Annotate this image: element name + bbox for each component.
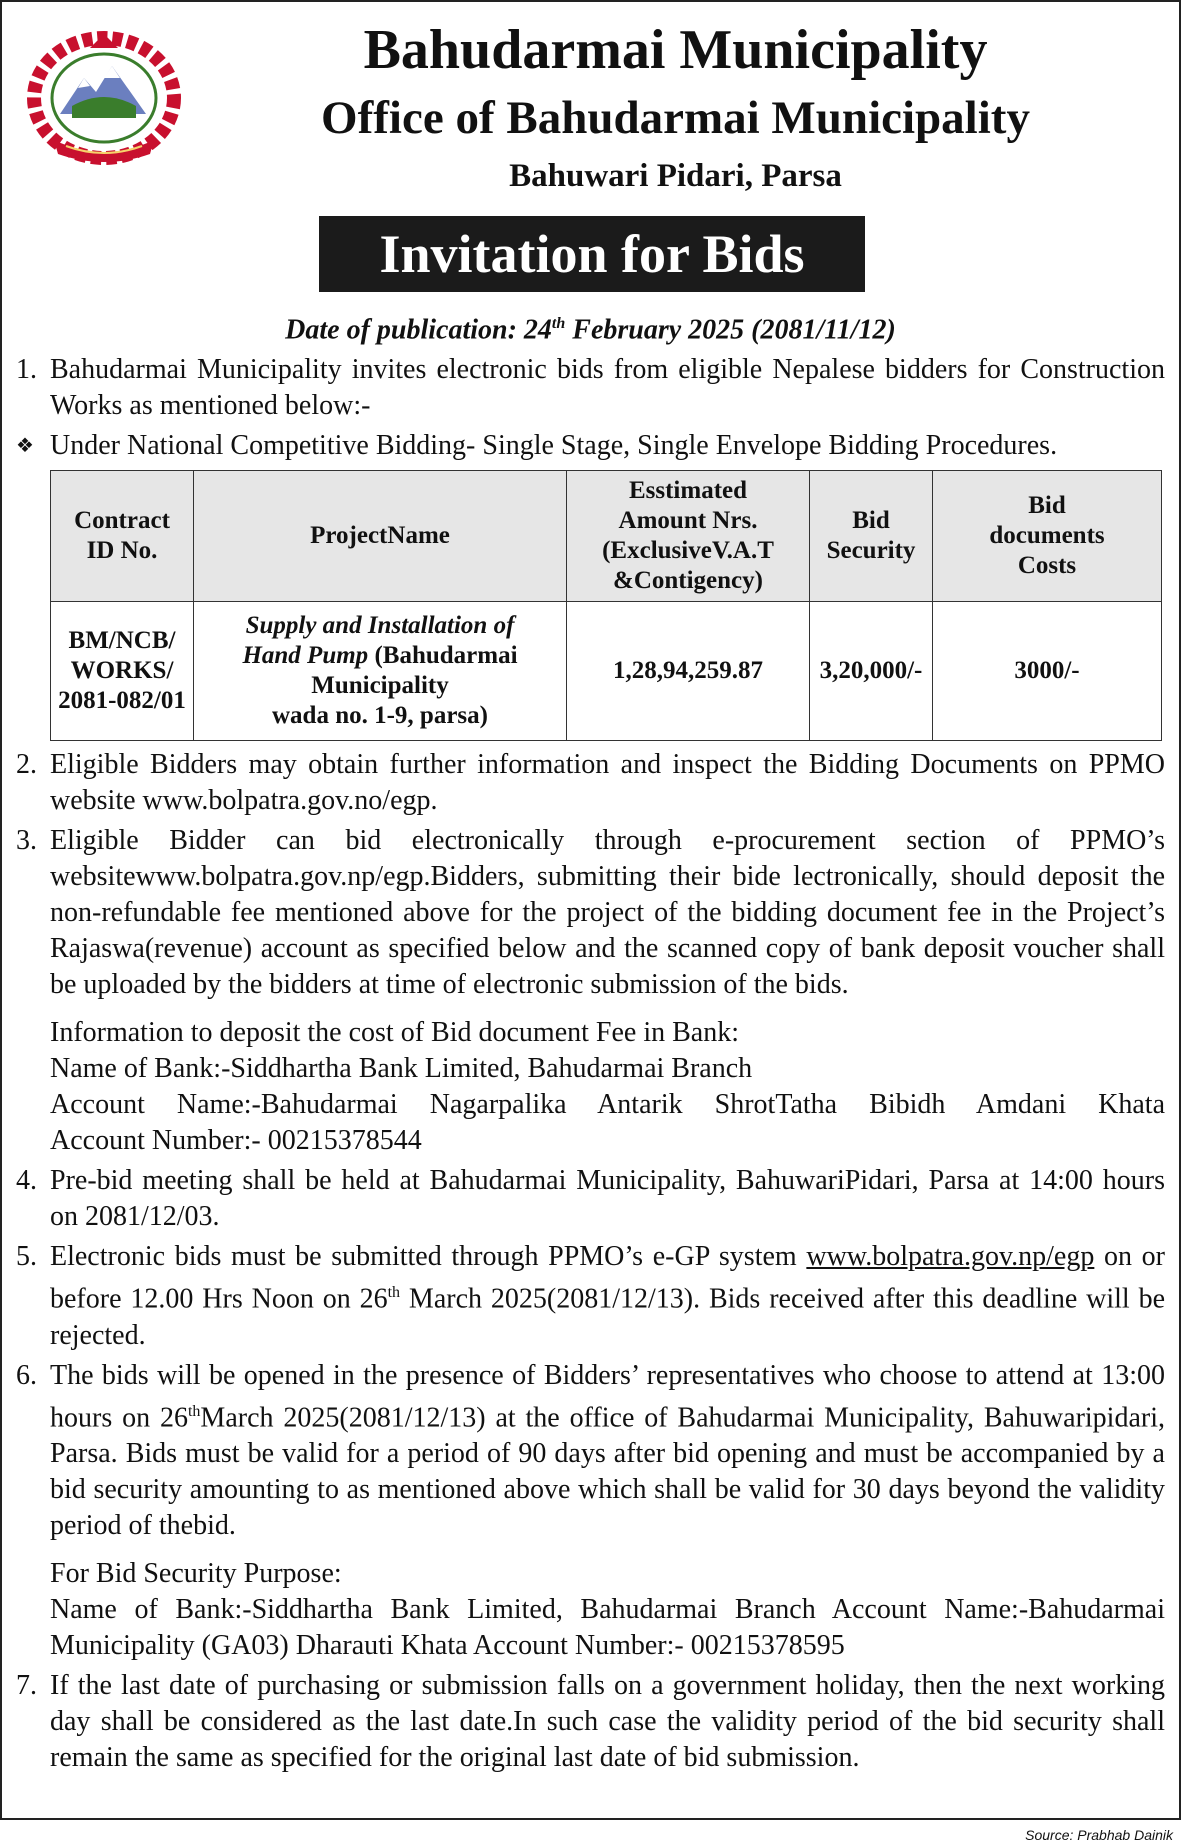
deposit-info: [16, 1015, 1165, 1159]
cell-project-name: Supply and Installation of Hand Pump (Bahudarmai Municipality wada no. 1-9, parsa): [194, 602, 567, 741]
publication-date: [2, 306, 1179, 348]
clause-2: [16, 747, 1165, 819]
security-line: For Bid Security Purpose:: [50, 1557, 342, 1589]
clause-number: 7.: [16, 1669, 37, 1701]
cell-bid-documents-cost: 3000/-: [933, 602, 1162, 741]
notice-body: [2, 352, 1179, 1776]
notice-header: [2, 2, 1179, 306]
deposit-line: Account Name:-Bahudarmai Nagarpalika Antarik ShrotTatha Bibidh Amdani Khata: [50, 1089, 1165, 1121]
clause-3: [16, 823, 1165, 1003]
clause-text: Pre-bid meeting shall be held at Bahudarmai Municipality, BahuwariPidari, Parsa at 14:00 hours on 2081/12/03.: [50, 1165, 1165, 1233]
pubdate-prefix: Date of publication: 24: [285, 314, 552, 346]
header-project-name: ProjectName: [194, 471, 567, 602]
bid-table: [50, 470, 1162, 741]
header-bid-documents-cost: Bid documents Costs: [933, 471, 1162, 602]
clause-6: [16, 1358, 1165, 1544]
header-estimated-amount: Esstimated Amount Nrs. (ExclusiveV.A.T &Contigency): [567, 471, 810, 602]
diamond-bullet-icon: ❖: [16, 435, 34, 458]
clause-number: 1.: [16, 354, 37, 386]
clause-number: 4.: [16, 1165, 37, 1197]
bid-security-info: [16, 1556, 1165, 1664]
table-header-row: [51, 471, 1162, 602]
clause-7: [16, 1668, 1165, 1776]
municipality-title: Bahudarmai Municipality: [363, 19, 988, 81]
clause-text: Eligible Bidders may obtain further information and inspect the Bidding Documents on PPMO website www.bolpatra.gov.no/egp.: [50, 749, 1165, 817]
clause-text: If the last date of purchasing or submission falls on a government holiday, then the next working day shall be considered as the last date.In such case the validity period of the bid security shall remain the same as specified for the original last date of bid submission.: [50, 1669, 1165, 1773]
security-line: Name of Bank:-Siddhartha Bank Limited, Bahudarmai Branch Account Name:-Bahudarmai Municipality (GA03) Dharauti Khata Account Number:- 00215378595: [50, 1593, 1165, 1661]
cell-contract-id: BM/NCB/ WORKS/ 2081-082/01: [51, 602, 194, 741]
deposit-line: Account Number:- 00215378544: [50, 1125, 422, 1157]
cell-bid-security: 3,20,000/-: [810, 602, 933, 741]
bullet-text: Under National Competitive Bidding- Single Stage, Single Envelope Bidding Procedures.: [50, 430, 1058, 462]
notice-title-box: Invitation for Bids: [319, 216, 865, 292]
clause-number: 5.: [16, 1241, 37, 1273]
deposit-line: Name of Bank:-Siddhartha Bank Limited, Bahudarmai Branch: [50, 1053, 753, 1085]
pubdate-sup: th: [551, 315, 566, 332]
header-contract-id: Contract ID No.: [51, 471, 194, 602]
deposit-line: Information to deposit the cost of Bid document Fee in Bank:: [50, 1017, 739, 1049]
clause-text: Eligible Bidder can bid electronically through e-procurement section of PPMO’s websitewww.bolpatra.gov.np/egp.Bidders, submitting their bide lectronically, should deposit the non-refundable fee mentioned above for the project of the bidding document fee in the Project’s Rajaswa(revenue) account as specified below and the scanned copy of bank deposit voucher shall be uploaded by the bidders at time of electronic submission of the bids.: [50, 825, 1165, 1001]
bidding-procedure-bullet: [16, 428, 1165, 464]
clause-text: The bids will be opened in the presence of Bidders’ representatives who choose to attend at 13:00 hours on 26thMarch 2025(2081/12/13) at the office of Bahudarmai Municipality, Bahuwaripidari, Parsa. Bids must be valid for a period of 90 days after bid opening and must be accompanied by a bid security amounting to as mentioned above which shall be valid for 30 days beyond the validity period of thebid.: [50, 1359, 1165, 1541]
clause-5: [16, 1239, 1165, 1353]
cell-estimated-amount: 1,28,94,259.87: [567, 602, 810, 741]
clause-number: 2.: [16, 749, 37, 781]
clause-number: 6.: [16, 1359, 37, 1391]
egp-link[interactable]: www.bolpatra.gov.np/egp: [806, 1241, 1095, 1273]
clause-1: [16, 352, 1165, 424]
clause-4: [16, 1163, 1165, 1235]
office-title: Office of Bahudarmai Municipality: [321, 92, 1030, 144]
table-row: [51, 602, 1162, 741]
address-title: Bahuwari Pidari, Parsa: [509, 158, 842, 194]
clause-number: 3.: [16, 825, 37, 857]
clause-text: Electronic bids must be submitted through PPMO’s e-GP system www.bolpatra.gov.np/egp on or before 12.00 Hrs Noon on 26th March 2025(2081/12/13). Bids received after this deadline will be rejected.: [50, 1241, 1166, 1351]
header-bid-security: Bid Security: [810, 471, 933, 602]
source-credit: Source: Prabhab Dainik: [1025, 1827, 1173, 1843]
clause-text: Bahudarmai Municipality invites electronic bids from eligible Nepalese bidders for Construction Works as mentioned below:-: [50, 354, 1165, 422]
pubdate-suffix: February 2025 (2081/11/12): [565, 314, 896, 346]
